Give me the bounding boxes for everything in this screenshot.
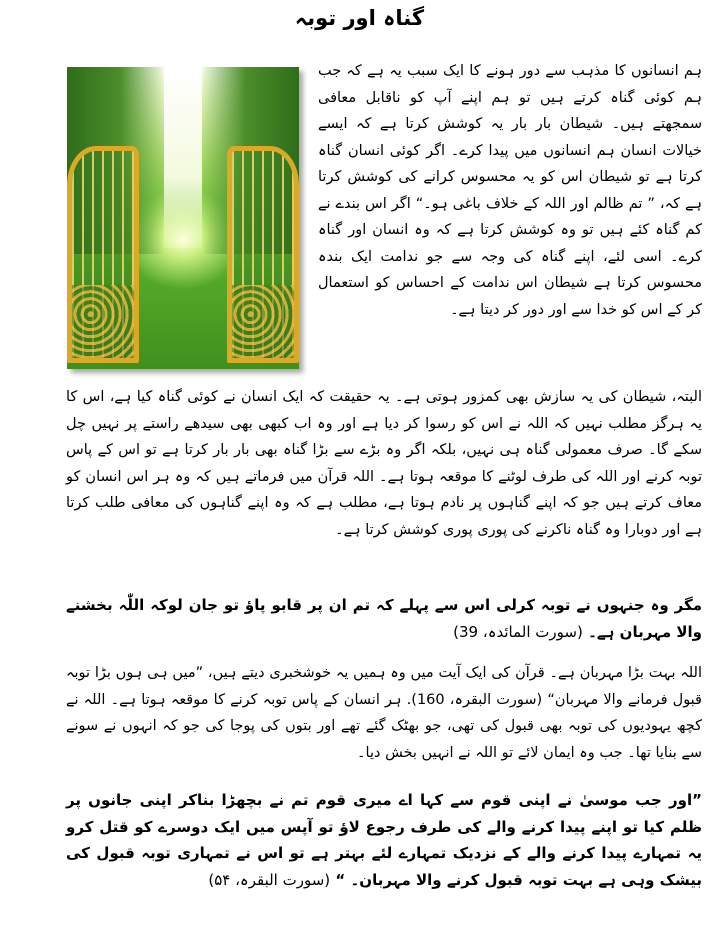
gate-right [227, 146, 299, 363]
paragraph-mercy: اللہ بہت بڑا مہربان ہے۔ قرآن کی ایک آیت میں وہ ہمیں یہ خوشخبری دیتے ہیں، ”میں ہی ہوں بڑا توبہ قبول فرمانے والا مہربان“ (سورت البقرہ، 160). ہر انسان کے پاس توبہ کرنے کا موقعہ ہوتا ہے۔ اللہ نے کچھ یہودیوں کی توبہ بھی قبول کی تھی، جو بھٹک گئے تھے اور بتوں کی پوجا کی جو کہ انہوں نے سونے سے بنایا تھا۔ جب وہ ایمان لائے تو اللہ نے انہیں بخش دیا۔ [66, 665, 702, 761]
paragraph-conspiracy: البتہ، شیطان کی یہ سازش بھی کمزور ہوتی ہے۔ یہ حقیقت کہ ایک انسان نے کوئی گناہ کیا ہے، اس کا یہ ہرگز مطلب نہیں کہ اللہ نے اس کو رسوا کر دیا ہے اور وہ اب کبھی بھی سیدھے راستے پر نہیں چل سکے گا۔ صرف معمولی گناہ ہی نہیں، بلکہ اگر وہ بڑے سے بڑا گناہ بھی بار بار کرتا ہے تو اس کے پاس توبہ کرنے اور اللہ کی طرف لوٹنے کا موقعہ ہوتا ہے۔ اللہ قرآن میں فرماتے ہیں کہ وہ ہر اس انسان کو معاف کرتے ہیں جو کہ اپنے گناہوں پر نادم ہوتا ہے، مطلب ہے کہ وہ اپنے گناہوں کی معافی طلب کرتا ہے اور دوبارا وہ گناہ ناکرنے کی پوری پوری کوشش کرتا ہے۔ [66, 389, 702, 538]
golden-gates-image [67, 67, 299, 369]
light-path [164, 67, 201, 248]
quote-text: ”اور جب موسیٰ نے اپنی قوم سے کہا اے میری قوم تم نے بچھڑا بناکر اپنی جانوں پر ظلم کیا تو اپنے پیدا کرنے والے کی طرف رجوع لاؤ تو آپس میں ایک دوسرے کو قتل کرو یہ تمہارے پیدا کرنے والے کے نزدیک تمہارے لئے بہتر ہے تو اس نے تمہاری توبہ قبول کی بیشک وہی ہے بہت توبہ قبول کرنے والا مہربان۔ “ [66, 791, 702, 889]
page-title: گناہ اور توبہ [294, 6, 425, 30]
gate-left [67, 146, 139, 363]
quote-reference: (سورت المائدہ، 39) [453, 622, 583, 641]
quote-al-baqarah [66, 787, 702, 893]
gate-ornament [72, 285, 134, 358]
quote-al-maidah [66, 592, 702, 645]
quote-text: مگر وہ جنہوں نے توبہ کرلی اس سے پہلے کہ تم ان پر قابو پاؤ تو جان لوکہ اللّٰہ بخشنے والا مہربان ہے۔ [66, 596, 702, 641]
quote-reference: (سورت البقرہ، ۵۴) [208, 870, 331, 889]
gate-ornament [232, 285, 294, 358]
paragraph-intro: ہم انسانوں کا مذہب سے دور ہونے کا ایک سبب یہ ہے کہ جب ہم کوئی گناہ کرتے ہیں تو ہم اپنے آپ کو ناقابل معافی سمجھتے ہیں۔ شیطان بار بار یہ کوشش کرتا ہے کہ ایسے خیالات انسان ہم انسانوں میں پیدا کرے۔ اگر کوئی انسان گناہ کرتا ہے تو شیطان اس کو یہ محسوس کرانے کی کوشش کرتا ہے کہ، ” تم ظالم اور اللہ کے خلاف باغی ہو۔“ اگر اس بندے نے کم گناہ کئے ہیں تو وہ کوشش کرتا ہے کہ وہ انسان اور گناہ کرے۔ اسی لئے، اپنے گناہ کی وجہ سے جو ندامت ایک بندہ محسوس کرتا ہے شیطان اس ندامت کے احساس کو استعمال کر کے اس کو خدا سے اور دور کر دیتا ہے۔ [318, 63, 702, 318]
